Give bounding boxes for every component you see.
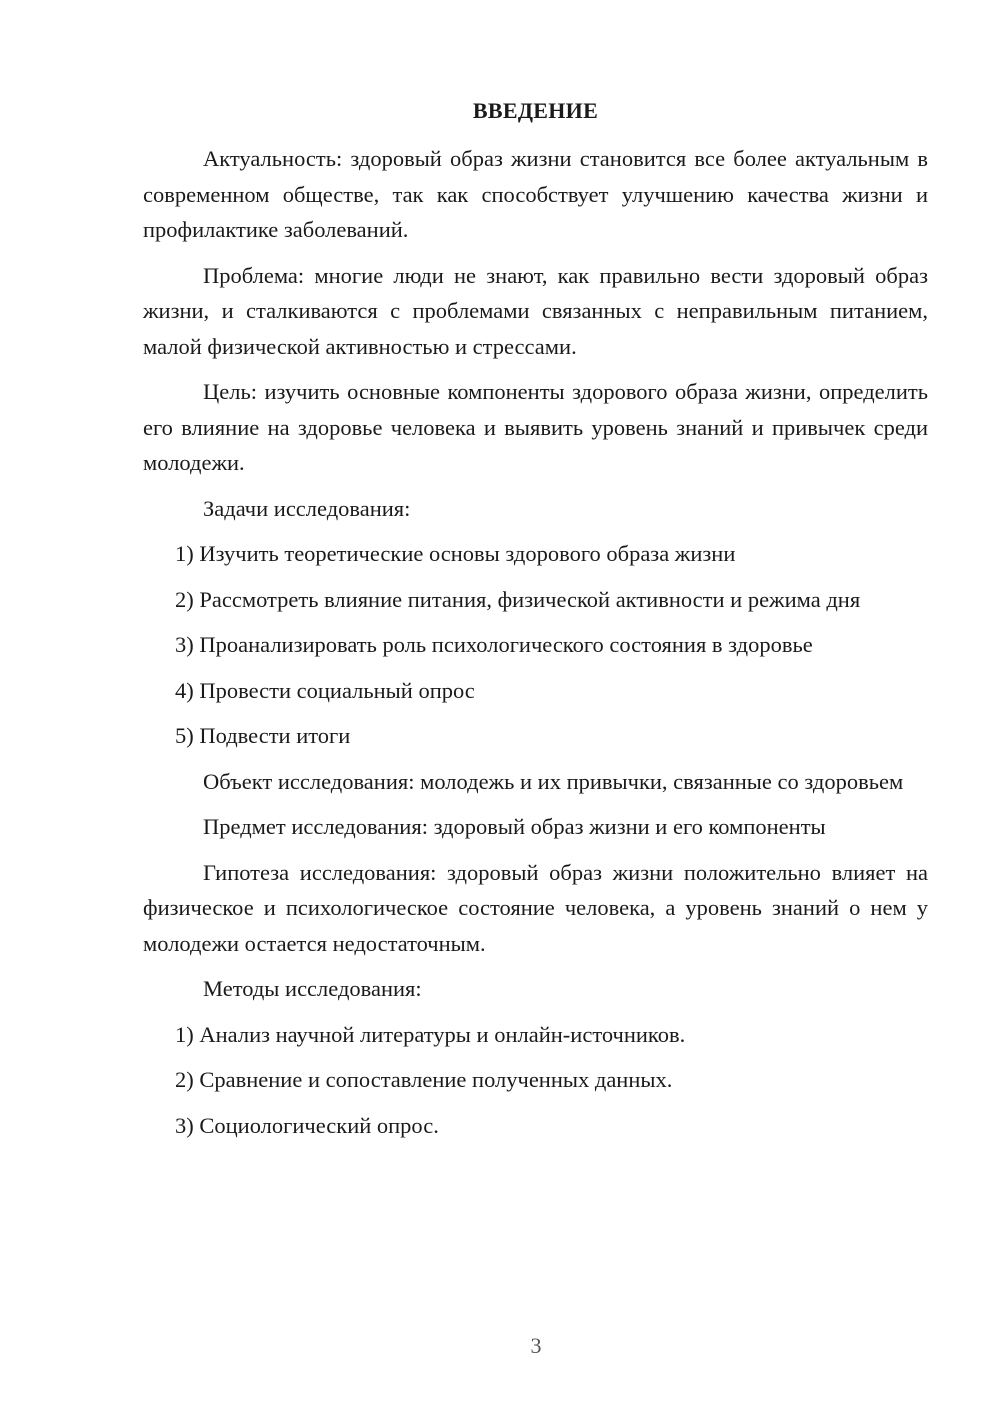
list-item: 1) Изучить теоретические основы здорового образа жизни — [175, 541, 736, 566]
list-item: 3) Социологический опрос. — [175, 1112, 439, 1138]
problem-paragraph: Проблема: многие люди не знают, как правильно вести здоровый образ жизни, и сталкиваются с проблемами связанных с неправильным питанием, малой физической активностью и стрессами. — [143, 262, 928, 359]
tasks-heading: Задачи исследования: — [203, 495, 411, 521]
methods-heading: Методы исследования: — [203, 976, 422, 1001]
list-item: 5) Подвести итоги — [175, 723, 351, 748]
object-paragraph: Объект исследования: молодежь и их привычки, связанные со здоровьем — [203, 768, 904, 794]
relevance-paragraph: Актуальность: здоровый образ жизни становится все более актуальным в современном обществе, так как способствует улучшению качества жизни и профилактике заболеваний. — [143, 146, 928, 242]
list-item: 4) Провести социальный опрос — [175, 677, 475, 703]
goal-paragraph: Цель: изучить основные компоненты здорового образа жизни, определить его влияние на здоровье человека и выявить уровень знаний и привычек среди молодежи. — [143, 379, 928, 475]
list-item: 3) Проанализировать роль психологического состояния в здоровье — [175, 632, 813, 657]
methods-list — [143, 1017, 928, 1144]
list-item: 2) Рассмотреть влияние питания, физической активности и режима дня — [175, 586, 861, 612]
section-title: ВВЕДЕНИЕ — [472, 98, 599, 123]
hypothesis-paragraph: Гипотеза исследования: здоровый образ жизни положительно влияет на физическое и психологическое состояние человека, а уровень знаний о нем у молодежи остается недостаточным. — [143, 859, 928, 956]
list-item: 2) Сравнение и сопоставление полученных данных. — [175, 1067, 673, 1092]
page-number: 3 — [530, 1333, 542, 1358]
document-page — [143, 95, 928, 1153]
list-item: 1) Анализ научной литературы и онлайн-источников. — [175, 1021, 686, 1047]
tasks-list — [143, 536, 928, 754]
subject-paragraph: Предмет исследования: здоровый образ жизни и его компоненты — [203, 814, 826, 839]
